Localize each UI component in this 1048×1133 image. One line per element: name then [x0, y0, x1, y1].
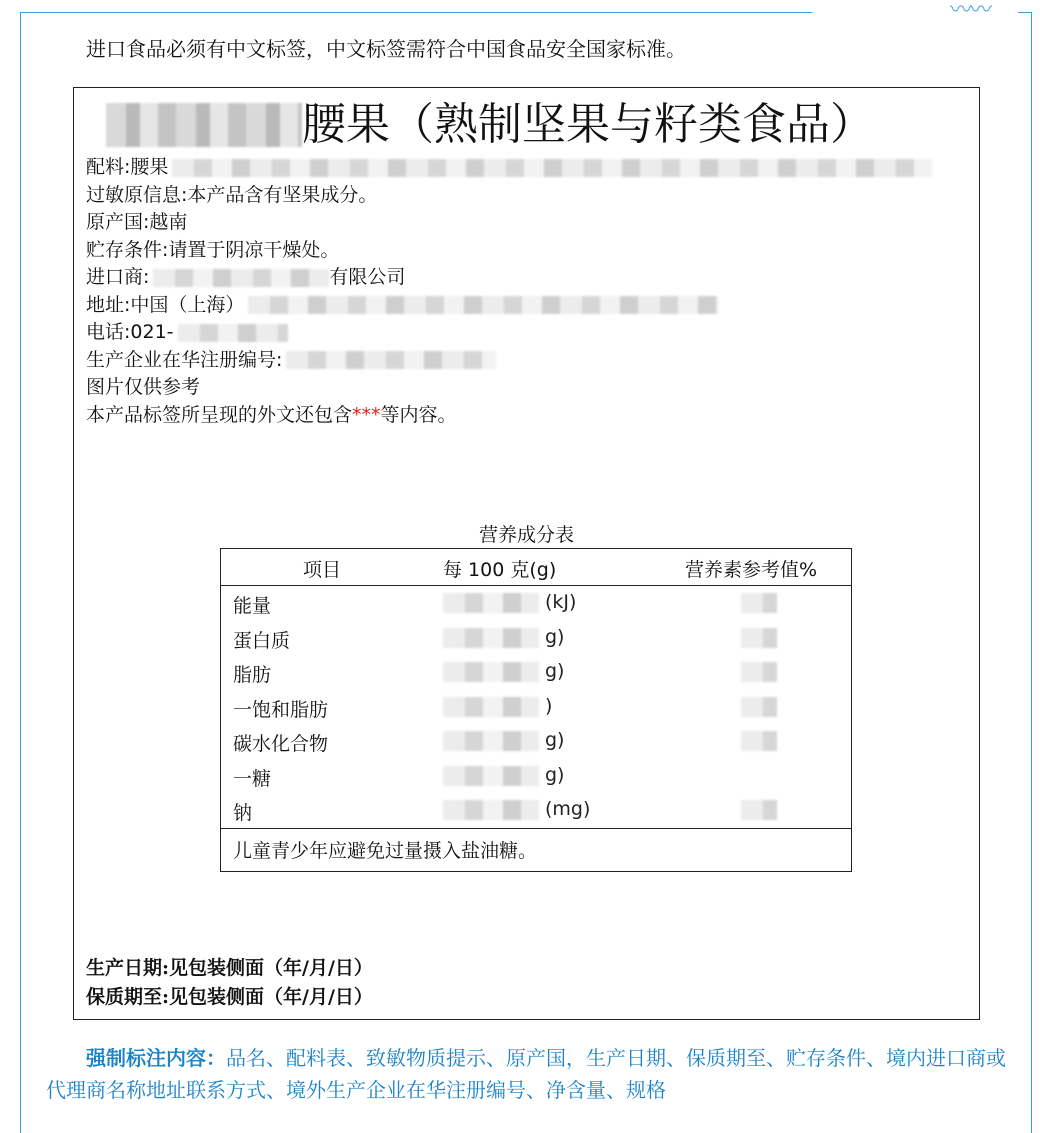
mandatory-content-paragraph [46, 1042, 1016, 1106]
redacted-text [153, 269, 329, 287]
intro-paragraph: 进口食品必须有中文标签，中文标签需符合中国食品安全国家标准。 [86, 37, 686, 61]
redacted-brand [106, 103, 302, 147]
nutrient-name: 一饱和脂肪 [233, 698, 329, 721]
redacted-value [443, 800, 539, 820]
production-date: 生产日期:见包装侧面（年/月/日） [86, 957, 373, 979]
header-item: 项目 [303, 559, 342, 581]
foreign-text-prefix: 本产品标签所呈现的外文还包含 [86, 403, 353, 426]
redacted-nrv [741, 731, 777, 751]
label-line [86, 182, 932, 210]
wave-decoration-icon: 〰〰 [950, 0, 991, 23]
label-line [86, 347, 932, 375]
table-row [221, 691, 851, 726]
label-line-text: 配料:腰果 [86, 156, 169, 178]
label-line-text: 原产国:越南 [86, 211, 188, 233]
nutrient-unit: ) [545, 694, 553, 717]
label-line [86, 264, 932, 292]
redacted-text [172, 159, 932, 177]
label-line-text: 地址:中国（上海） [86, 293, 245, 316]
table-row [221, 794, 851, 829]
label-line [86, 319, 932, 347]
redacted-text [248, 296, 718, 314]
redacted-value [443, 697, 539, 717]
nutrient-unit: g) [545, 763, 565, 786]
label-line [86, 154, 932, 182]
redacted-text [286, 351, 496, 369]
nutrient-name: 钠 [233, 802, 253, 824]
nutrient-unit: g) [545, 625, 565, 648]
table-row [221, 656, 851, 691]
header-per-100g: 每 100 克(g) [443, 559, 557, 581]
nutrient-name: 能量 [233, 595, 272, 617]
header-nrv: 营养素参考值% [685, 559, 818, 581]
nutrient-name: 脂肪 [233, 664, 272, 686]
label-line [86, 292, 932, 320]
redacted-nrv [741, 800, 777, 820]
foreign-text-suffix: 等内容。 [380, 403, 457, 426]
nutrient-name: 一糖 [233, 767, 272, 790]
table-row [221, 622, 851, 657]
foreign-text-mark: *** [352, 403, 381, 426]
nutrient-name: 碳水化合物 [233, 733, 329, 755]
nutrition-footnote-text: 儿童青少年应避免过量摄入盐油糖。 [233, 840, 538, 862]
redacted-value [443, 662, 539, 682]
redacted-value [443, 766, 539, 786]
nutrition-table [220, 548, 852, 872]
product-title-text: 腰果（熟制坚果与籽类食品） [302, 99, 874, 150]
nutrition-rows [221, 587, 851, 829]
redacted-value [443, 628, 539, 648]
nutrient-unit: (mg) [545, 798, 591, 820]
nutrition-table-header [221, 549, 851, 586]
nutrition-footnote [221, 828, 851, 871]
redacted-nrv [741, 628, 777, 648]
redacted-text [178, 324, 288, 342]
food-label-box [73, 87, 980, 1020]
expiry-date: 保质期至:见包装侧面（年/月/日） [86, 986, 373, 1008]
label-info-lines [86, 154, 932, 429]
table-row [221, 725, 851, 760]
redacted-nrv [741, 593, 777, 613]
product-title [106, 92, 874, 158]
label-line [86, 374, 932, 402]
label-line [86, 237, 932, 265]
nutrient-unit: g) [545, 729, 565, 751]
redacted-nrv [741, 697, 777, 717]
label-line [86, 209, 932, 237]
table-row [221, 760, 851, 795]
date-block [86, 954, 373, 1012]
label-line-text: 电话:021- [86, 321, 174, 343]
label-line-text: 贮存条件:请置于阴凉干燥处。 [86, 238, 340, 261]
redacted-value [443, 731, 539, 751]
label-line-text: 过敏原信息:本产品含有坚果成分。 [86, 183, 378, 206]
nutrient-unit: g) [545, 660, 565, 682]
label-line-suffix: 有限公司 [329, 266, 406, 288]
mandatory-text: 品名、配料表、致敏物质提示、原产国，生产日期、保质期至、贮存条件、境内进口商或代理商名称地址联系方式、境外生产企业在华注册编号、净含量、规格 [46, 1046, 1006, 1102]
label-line-text: 生产企业在华注册编号: [86, 348, 283, 371]
frame-right-border [1031, 12, 1032, 1133]
label-line-text: 图片仅供参考 [86, 376, 201, 398]
frame-left-border [20, 12, 21, 1133]
frame-right-cap [1018, 12, 1032, 13]
nutrition-table-title: 营养成分表 [478, 524, 574, 546]
redacted-nrv [741, 662, 777, 682]
foreign-text-line [86, 402, 932, 430]
mandatory-lead: 强制标注内容： [86, 1046, 226, 1070]
redacted-value [443, 593, 539, 613]
label-line-text: 进口商: [86, 266, 150, 288]
nutrient-unit: (kJ) [545, 591, 577, 613]
frame-top-border [20, 12, 812, 13]
table-row [221, 587, 851, 622]
nutrient-name: 蛋白质 [233, 629, 291, 652]
